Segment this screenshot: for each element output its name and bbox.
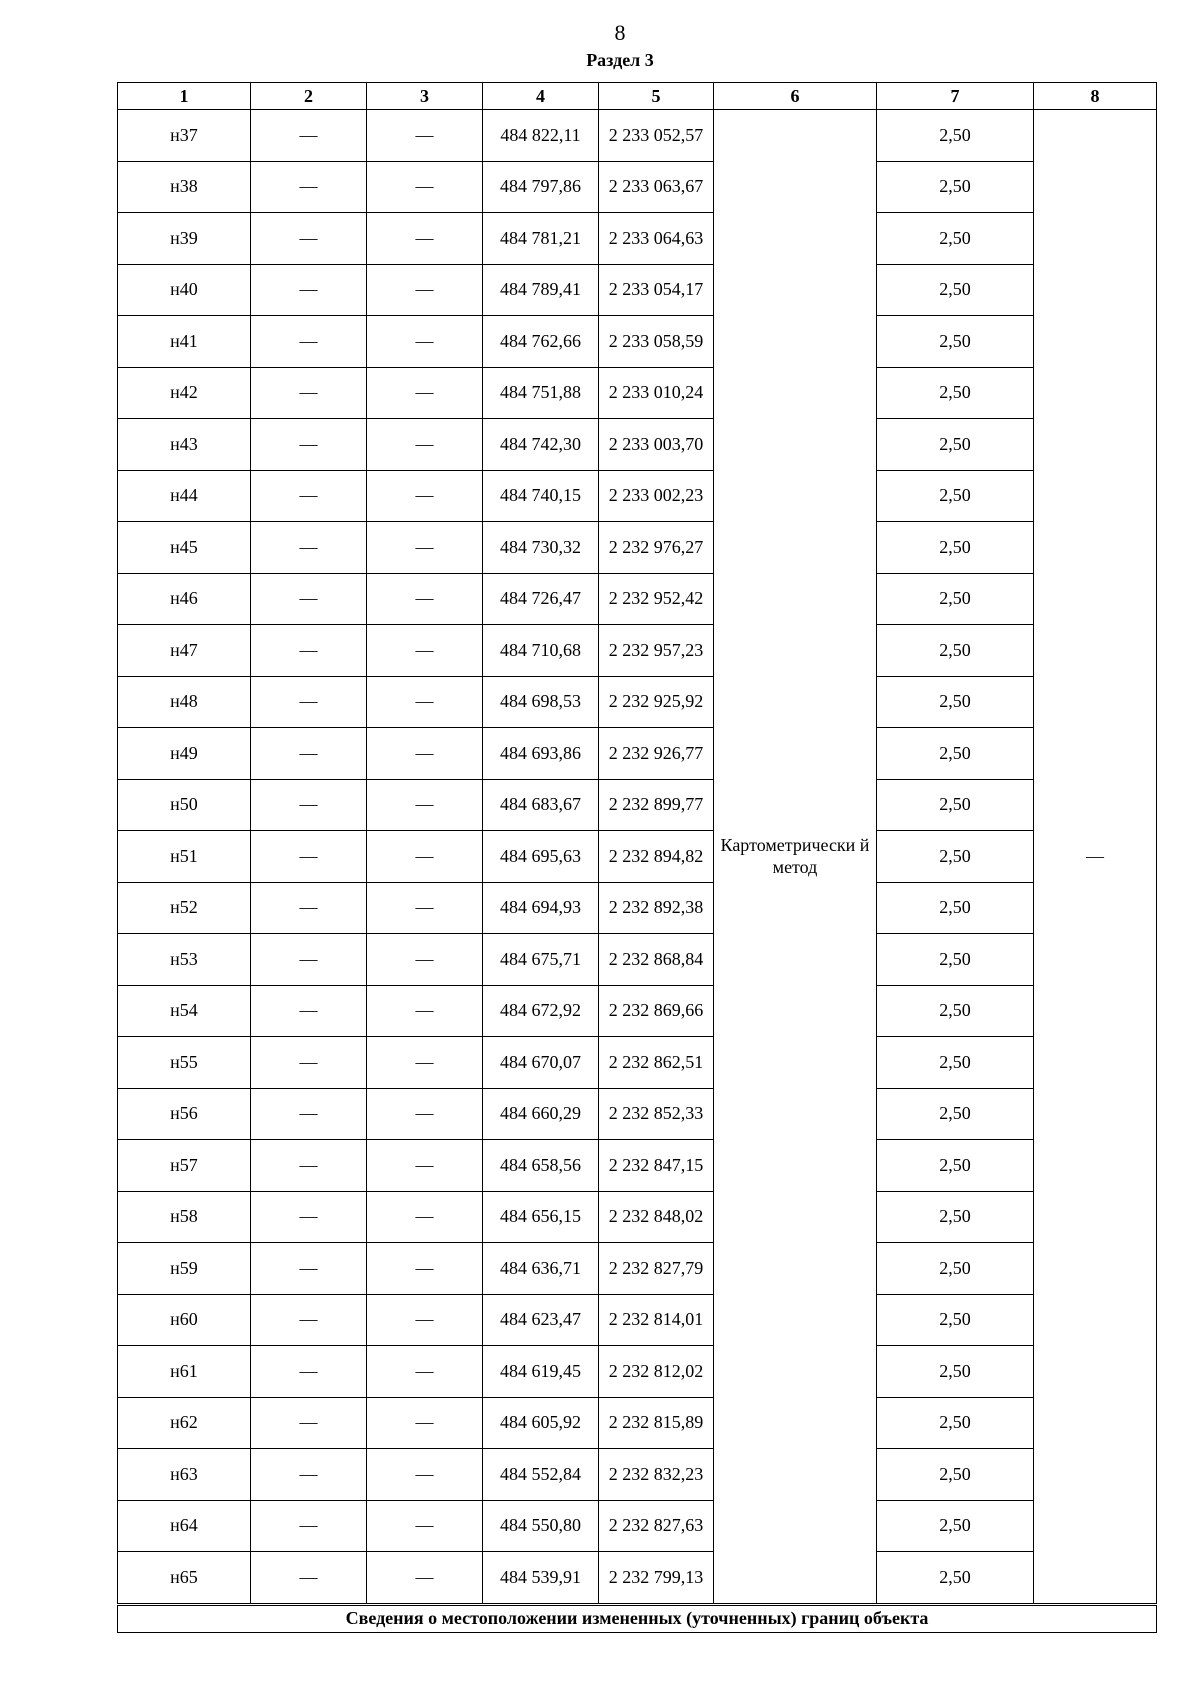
- col2-cell: —: [251, 676, 367, 728]
- accuracy-cell: 2,50: [877, 1140, 1034, 1192]
- col2-cell: —: [251, 573, 367, 625]
- table-row: [118, 1552, 1157, 1605]
- header-row: [118, 83, 1157, 110]
- table-row: [118, 1449, 1157, 1501]
- col2-cell: —: [251, 779, 367, 831]
- col2-cell: —: [251, 264, 367, 316]
- x-coordinate-cell: 484 658,56: [483, 1140, 599, 1192]
- col3-cell: —: [367, 1397, 483, 1449]
- accuracy-cell: 2,50: [877, 213, 1034, 265]
- point-cell: н43: [118, 419, 251, 471]
- col2-cell: —: [251, 1088, 367, 1140]
- x-coordinate-cell: 484 539,91: [483, 1552, 599, 1605]
- table-row: [118, 110, 1157, 162]
- y-coordinate-cell: 2 232 957,23: [599, 625, 714, 677]
- page-number: 8: [614, 20, 626, 45]
- accuracy-cell: 2,50: [877, 1294, 1034, 1346]
- accuracy-cell: 2,50: [877, 316, 1034, 368]
- y-coordinate-cell: 2 232 926,77: [599, 728, 714, 780]
- accuracy-cell: 2,50: [877, 1243, 1034, 1295]
- x-coordinate-cell: 484 623,47: [483, 1294, 599, 1346]
- accuracy-cell: 2,50: [877, 934, 1034, 986]
- table-row: [118, 728, 1157, 780]
- col2-cell: —: [251, 831, 367, 883]
- column-header: 3: [367, 83, 483, 110]
- x-coordinate-cell: 484 683,67: [483, 779, 599, 831]
- col8-cell: —: [1034, 110, 1157, 1605]
- point-cell: н47: [118, 625, 251, 677]
- point-cell: н49: [118, 728, 251, 780]
- point-cell: н58: [118, 1191, 251, 1243]
- accuracy-cell: 2,50: [877, 1037, 1034, 1089]
- col3-cell: —: [367, 470, 483, 522]
- y-coordinate-cell: 2 233 002,23: [599, 470, 714, 522]
- point-cell: н38: [118, 161, 251, 213]
- col3-cell: —: [367, 1140, 483, 1192]
- y-coordinate-cell: 2 232 814,01: [599, 1294, 714, 1346]
- y-coordinate-cell: 2 232 868,84: [599, 934, 714, 986]
- table-row: [118, 831, 1157, 883]
- y-coordinate-cell: 2 232 847,15: [599, 1140, 714, 1192]
- y-coordinate-cell: 2 232 827,63: [599, 1500, 714, 1552]
- x-coordinate-cell: 484 656,15: [483, 1191, 599, 1243]
- y-coordinate-cell: 2 232 925,92: [599, 676, 714, 728]
- accuracy-cell: 2,50: [877, 625, 1034, 677]
- table-row: [118, 779, 1157, 831]
- table-row: [118, 676, 1157, 728]
- col3-cell: —: [367, 934, 483, 986]
- point-cell: н63: [118, 1449, 251, 1501]
- method-cell: Картометрически й метод: [714, 110, 877, 1605]
- col3-cell: —: [367, 779, 483, 831]
- y-coordinate-cell: 2 232 862,51: [599, 1037, 714, 1089]
- table-row: [118, 1088, 1157, 1140]
- point-cell: н45: [118, 522, 251, 574]
- col3-cell: —: [367, 161, 483, 213]
- point-cell: н48: [118, 676, 251, 728]
- column-header: 4: [483, 83, 599, 110]
- y-coordinate-cell: 2 232 892,38: [599, 882, 714, 934]
- table-row: [118, 1191, 1157, 1243]
- footer-caption: Сведения о местоположении измененных (уточненных) границ объекта: [118, 1604, 1157, 1632]
- col3-cell: —: [367, 522, 483, 574]
- col2-cell: —: [251, 367, 367, 419]
- col3-cell: —: [367, 882, 483, 934]
- point-cell: н41: [118, 316, 251, 368]
- col2-cell: —: [251, 882, 367, 934]
- col2-cell: —: [251, 470, 367, 522]
- x-coordinate-cell: 484 695,63: [483, 831, 599, 883]
- coordinates-table: [117, 82, 1157, 1633]
- table-row: [118, 625, 1157, 677]
- table-row: [118, 1397, 1157, 1449]
- col2-cell: —: [251, 728, 367, 780]
- table-row: [118, 1500, 1157, 1552]
- column-header: 5: [599, 83, 714, 110]
- point-cell: н64: [118, 1500, 251, 1552]
- col3-cell: —: [367, 1037, 483, 1089]
- y-coordinate-cell: 2 232 827,79: [599, 1243, 714, 1295]
- point-cell: н44: [118, 470, 251, 522]
- table-row: [118, 1037, 1157, 1089]
- col2-cell: —: [251, 1191, 367, 1243]
- col2-cell: —: [251, 1552, 367, 1605]
- point-cell: н54: [118, 985, 251, 1037]
- col2-cell: —: [251, 161, 367, 213]
- table-row: [118, 316, 1157, 368]
- column-header: 7: [877, 83, 1034, 110]
- col3-cell: —: [367, 625, 483, 677]
- accuracy-cell: 2,50: [877, 1552, 1034, 1605]
- point-cell: н39: [118, 213, 251, 265]
- col3-cell: —: [367, 1449, 483, 1501]
- col3-cell: —: [367, 419, 483, 471]
- col2-cell: —: [251, 213, 367, 265]
- point-cell: н60: [118, 1294, 251, 1346]
- col3-cell: —: [367, 1500, 483, 1552]
- accuracy-cell: 2,50: [877, 779, 1034, 831]
- table-row: [118, 1294, 1157, 1346]
- point-cell: н56: [118, 1088, 251, 1140]
- accuracy-cell: 2,50: [877, 1397, 1034, 1449]
- col2-cell: —: [251, 1037, 367, 1089]
- col3-cell: —: [367, 1243, 483, 1295]
- accuracy-cell: 2,50: [877, 573, 1034, 625]
- accuracy-cell: 2,50: [877, 1191, 1034, 1243]
- point-cell: н65: [118, 1552, 251, 1605]
- table-row: [118, 367, 1157, 419]
- x-coordinate-cell: 484 675,71: [483, 934, 599, 986]
- point-cell: н57: [118, 1140, 251, 1192]
- col3-cell: —: [367, 367, 483, 419]
- table-row: [118, 985, 1157, 1037]
- col2-cell: —: [251, 522, 367, 574]
- accuracy-cell: 2,50: [877, 264, 1034, 316]
- accuracy-cell: 2,50: [877, 110, 1034, 162]
- accuracy-cell: 2,50: [877, 161, 1034, 213]
- col3-cell: —: [367, 1191, 483, 1243]
- y-coordinate-cell: 2 233 064,63: [599, 213, 714, 265]
- column-header: 6: [714, 83, 877, 110]
- col2-cell: —: [251, 1449, 367, 1501]
- point-cell: н37: [118, 110, 251, 162]
- col2-cell: —: [251, 1140, 367, 1192]
- col2-cell: —: [251, 1294, 367, 1346]
- y-coordinate-cell: 2 232 848,02: [599, 1191, 714, 1243]
- x-coordinate-cell: 484 694,93: [483, 882, 599, 934]
- table-row: [118, 522, 1157, 574]
- x-coordinate-cell: 484 672,92: [483, 985, 599, 1037]
- point-cell: н59: [118, 1243, 251, 1295]
- y-coordinate-cell: 2 233 010,24: [599, 367, 714, 419]
- table-row: [118, 1346, 1157, 1398]
- accuracy-cell: 2,50: [877, 470, 1034, 522]
- y-coordinate-cell: 2 232 812,02: [599, 1346, 714, 1398]
- table-row: [118, 213, 1157, 265]
- y-coordinate-cell: 2 232 852,33: [599, 1088, 714, 1140]
- col3-cell: —: [367, 1088, 483, 1140]
- col2-cell: —: [251, 1243, 367, 1295]
- y-coordinate-cell: 2 233 063,67: [599, 161, 714, 213]
- col2-cell: —: [251, 625, 367, 677]
- x-coordinate-cell: 484 693,86: [483, 728, 599, 780]
- x-coordinate-cell: 484 698,53: [483, 676, 599, 728]
- x-coordinate-cell: 484 781,21: [483, 213, 599, 265]
- point-cell: н46: [118, 573, 251, 625]
- col3-cell: —: [367, 316, 483, 368]
- point-cell: н62: [118, 1397, 251, 1449]
- table-row: [118, 470, 1157, 522]
- section-title: Раздел 3: [586, 50, 654, 70]
- x-coordinate-cell: 484 660,29: [483, 1088, 599, 1140]
- x-coordinate-cell: 484 670,07: [483, 1037, 599, 1089]
- footer-row: [118, 1604, 1157, 1632]
- accuracy-cell: 2,50: [877, 985, 1034, 1037]
- accuracy-cell: 2,50: [877, 419, 1034, 471]
- y-coordinate-cell: 2 232 894,82: [599, 831, 714, 883]
- x-coordinate-cell: 484 740,15: [483, 470, 599, 522]
- y-coordinate-cell: 2 232 976,27: [599, 522, 714, 574]
- column-header: 2: [251, 83, 367, 110]
- col3-cell: —: [367, 676, 483, 728]
- col3-cell: —: [367, 728, 483, 780]
- y-coordinate-cell: 2 232 815,89: [599, 1397, 714, 1449]
- table-body: [118, 110, 1157, 1633]
- x-coordinate-cell: 484 751,88: [483, 367, 599, 419]
- x-coordinate-cell: 484 550,80: [483, 1500, 599, 1552]
- point-cell: н50: [118, 779, 251, 831]
- accuracy-cell: 2,50: [877, 1088, 1034, 1140]
- table-row: [118, 882, 1157, 934]
- y-coordinate-cell: 2 232 832,23: [599, 1449, 714, 1501]
- accuracy-cell: 2,50: [877, 1449, 1034, 1501]
- x-coordinate-cell: 484 552,84: [483, 1449, 599, 1501]
- table-row: [118, 934, 1157, 986]
- col3-cell: —: [367, 264, 483, 316]
- accuracy-cell: 2,50: [877, 1500, 1034, 1552]
- col2-cell: —: [251, 1346, 367, 1398]
- col2-cell: —: [251, 934, 367, 986]
- y-coordinate-cell: 2 232 899,77: [599, 779, 714, 831]
- point-cell: н61: [118, 1346, 251, 1398]
- col3-cell: —: [367, 573, 483, 625]
- col3-cell: —: [367, 1346, 483, 1398]
- x-coordinate-cell: 484 619,45: [483, 1346, 599, 1398]
- accuracy-cell: 2,50: [877, 522, 1034, 574]
- y-coordinate-cell: 2 233 054,17: [599, 264, 714, 316]
- y-coordinate-cell: 2 232 869,66: [599, 985, 714, 1037]
- table-row: [118, 161, 1157, 213]
- col2-cell: —: [251, 110, 367, 162]
- x-coordinate-cell: 484 726,47: [483, 573, 599, 625]
- x-coordinate-cell: 484 742,30: [483, 419, 599, 471]
- point-cell: н40: [118, 264, 251, 316]
- point-cell: н52: [118, 882, 251, 934]
- accuracy-cell: 2,50: [877, 728, 1034, 780]
- y-coordinate-cell: 2 232 799,13: [599, 1552, 714, 1605]
- column-header: 1: [118, 83, 251, 110]
- table-row: [118, 1140, 1157, 1192]
- y-coordinate-cell: 2 233 052,57: [599, 110, 714, 162]
- col3-cell: —: [367, 110, 483, 162]
- accuracy-cell: 2,50: [877, 882, 1034, 934]
- table-row: [118, 573, 1157, 625]
- accuracy-cell: 2,50: [877, 367, 1034, 419]
- y-coordinate-cell: 2 233 058,59: [599, 316, 714, 368]
- accuracy-cell: 2,50: [877, 1346, 1034, 1398]
- col3-cell: —: [367, 213, 483, 265]
- x-coordinate-cell: 484 636,71: [483, 1243, 599, 1295]
- col2-cell: —: [251, 419, 367, 471]
- x-coordinate-cell: 484 762,66: [483, 316, 599, 368]
- table-row: [118, 1243, 1157, 1295]
- accuracy-cell: 2,50: [877, 676, 1034, 728]
- x-coordinate-cell: 484 710,68: [483, 625, 599, 677]
- y-coordinate-cell: 2 233 003,70: [599, 419, 714, 471]
- point-cell: н51: [118, 831, 251, 883]
- point-cell: н42: [118, 367, 251, 419]
- x-coordinate-cell: 484 730,32: [483, 522, 599, 574]
- y-coordinate-cell: 2 232 952,42: [599, 573, 714, 625]
- col3-cell: —: [367, 1294, 483, 1346]
- table-row: [118, 264, 1157, 316]
- x-coordinate-cell: 484 789,41: [483, 264, 599, 316]
- col3-cell: —: [367, 985, 483, 1037]
- col3-cell: —: [367, 1552, 483, 1605]
- point-cell: н55: [118, 1037, 251, 1089]
- col3-cell: —: [367, 831, 483, 883]
- column-header: 8: [1034, 83, 1157, 110]
- accuracy-cell: 2,50: [877, 831, 1034, 883]
- table-row: [118, 419, 1157, 471]
- col2-cell: —: [251, 985, 367, 1037]
- col2-cell: —: [251, 316, 367, 368]
- x-coordinate-cell: 484 822,11: [483, 110, 599, 162]
- x-coordinate-cell: 484 605,92: [483, 1397, 599, 1449]
- col2-cell: —: [251, 1500, 367, 1552]
- point-cell: н53: [118, 934, 251, 986]
- col2-cell: —: [251, 1397, 367, 1449]
- x-coordinate-cell: 484 797,86: [483, 161, 599, 213]
